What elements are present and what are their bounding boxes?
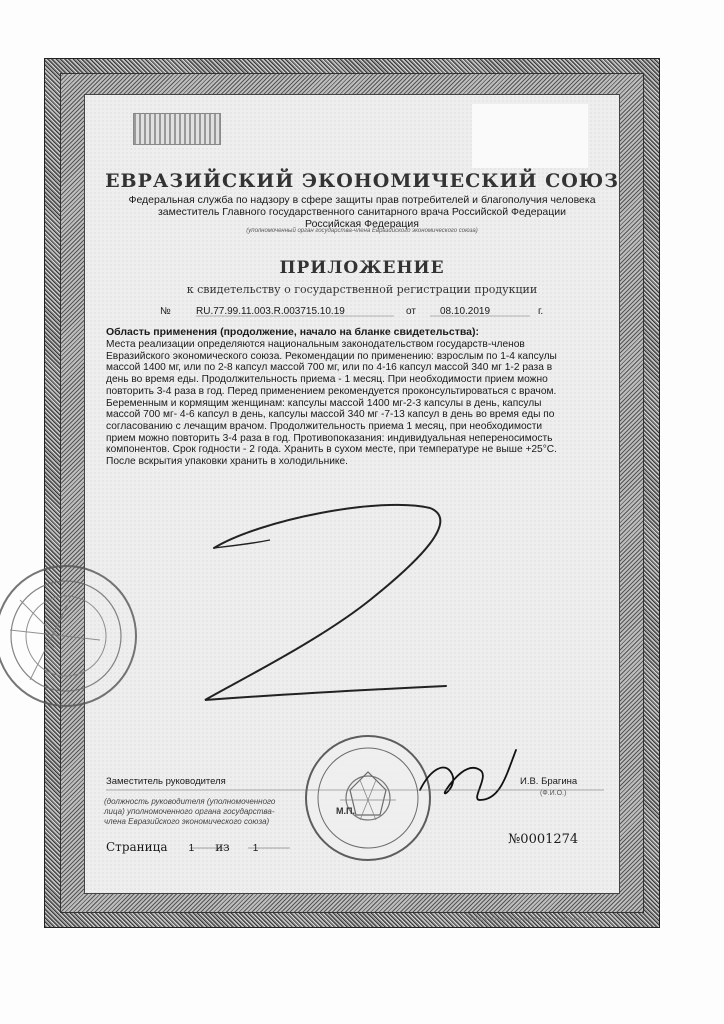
union-title: ЕВРАЗИЙСКИЙ ЭКОНОМИЧЕСКИЙ СОЮЗ [105,170,619,192]
scope-title: Область применения (продолжение, начало на бланке свидетельства): [106,326,479,338]
scope-line: Места реализации определяются национальным законодательством государств-членов [106,339,525,350]
scope-line: После вскрытия упаковки хранить в холодильнике. [106,456,348,468]
page-current: 1 [188,843,195,854]
page-counter [106,840,278,854]
authority-note: (уполномоченный орган государства-члена Евразийского экономического союза) [246,228,478,234]
position-note-line: (должность руководителя (уполномоченного [104,797,276,806]
stamp-label: М.П. [336,806,355,816]
page-label: Страница [106,840,168,854]
deputy-label: Заместитель руководителя [106,776,226,787]
scope-line: день во время еды. Продолжительность приема - 1 месяц. При необходимости прием можно [106,374,548,386]
scope-line: массой 700 мг- 4-6 капсул в день, капсулы массой 340 мг -7-13 капсул в день во время еды по [106,409,555,421]
annex-subtitle: к свидетельству о государственной регистрации продукции [186,283,538,296]
scope-line: прием можно повторить 3-4 раза в год. Противопоказания: индивидуальная непереносимость [106,432,553,444]
scope-line: согласованию с лечащим врачом. Продолжительность приема 1 месяц, при необходимости [106,420,543,432]
authority-line-1: Федеральная служба по надзору в сфере защиты прав потребителей и благополучия человека [128,194,596,206]
page-of-label: из [215,840,230,854]
fio-note: (Ф.И.О.) [540,790,567,797]
annex-title: ПРИЛОЖЕНИЕ [279,258,445,278]
printer-imprint: © ППФ «Первый оттисной двор», г. Москва, 2019 г. [470,917,600,923]
scope-line: Евразийского экономического союза. Рекомендации по применению: взрослым по 1-4 капсулы [106,350,557,362]
reg-number-value: RU.77.99.11.003.R.003715.10.19 [196,306,345,317]
scope-line: повторить 3-4 раза в год. Перед применением рекомендуется проконсультироваться с врачом. [106,385,557,397]
position-note [104,797,334,827]
page-total: 1 [252,843,259,854]
reg-date-suffix: г. [538,306,544,317]
signer-name: И.В. Брагина [520,776,578,787]
scope-line: компонентов. Срок годности - 2 года. Хранить в сухом месте, при температуре не выше +25°С. [106,444,557,456]
position-note-line: лица) уполномоченного органа государства- [104,807,275,816]
blank-number: №0001274 [508,832,579,847]
reg-date-value: 08.10.2019 [440,306,491,317]
reg-number-label: № [160,306,171,317]
position-note-line: члена Евразийского экономического союза) [104,817,270,826]
authority-line-3: Российская Федерация [305,218,419,230]
signature-scribble [420,750,516,800]
seal-left [0,566,136,706]
z-cancellation-mark [205,505,446,700]
reg-date-label: от [406,306,416,317]
authority-line-2: заместитель Главного государственного санитарного врача Российской Федерации [157,206,567,218]
scope-line: массой 1400 мг, или по 2-8 капсул массой 700 мг, или по 4-16 капсул массой 340 мг 1-2 раза в [106,362,553,374]
scope-line: Беременным и кормящим женщинам: капсулы массой 1400 мг-2-3 капсулы в день, капсулы [106,397,542,409]
